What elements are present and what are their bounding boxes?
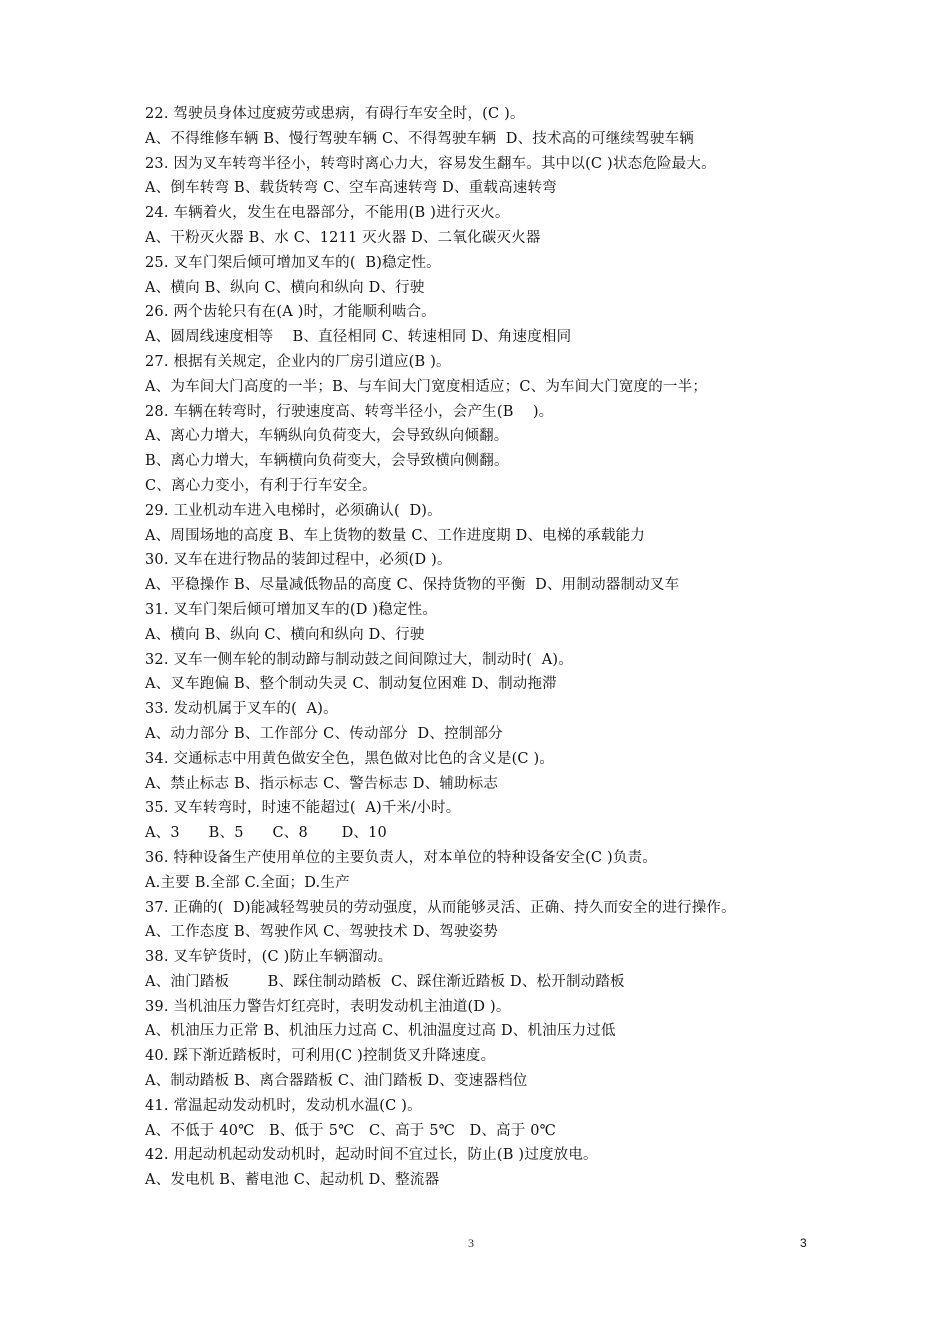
question-text: 23. 因为叉车转弯半径小，转弯时离心力大，容易发生翻车。其中以(C )状态危险最大。 <box>145 155 716 172</box>
question-text: 25. 叉车门架后倾可增加叉车的( B)稳定性。 <box>145 254 441 271</box>
question-text: 29. 工业机动车进入电梯时，必须确认( D)。 <box>145 502 442 519</box>
answer-options: A、离心力增大，车辆纵向负荷变大，会导致纵向倾翻。 <box>145 428 509 445</box>
answer-options: C、离心力变小，有利于行车安全。 <box>145 477 377 494</box>
question-text: 38. 叉车铲货时，(C )防止车辆溜动。 <box>145 949 393 966</box>
answer-options: A、发电机 B、蓄电池 C、起动机 D、整流器 <box>145 1172 440 1189</box>
question-text: 30. 叉车在进行物品的装卸过程中，必须(D )。 <box>145 552 452 569</box>
answer-options: B、离心力增大，车辆横向负荷变大，会导致横向侧翻。 <box>145 453 509 470</box>
question-text: 41. 常温起动发动机时，发动机水温(C )。 <box>145 1097 422 1114</box>
answer-options: A.主要 B.全部 C.全面；D.生产 <box>145 874 350 891</box>
answer-options: A、不得维修车辆 B、慢行驾驶车辆 C、不得驾驶车辆 D、技术高的可继续驾驶车辆 <box>145 130 694 147</box>
answer-options: A、禁止标志 B、指示标志 C、警告标志 D、辅助标志 <box>145 775 499 792</box>
answer-options: A、油门踏板 B、踩住制动踏板 C、踩住渐近踏板 D、松开制动踏板 <box>145 973 625 990</box>
answer-options: A、周围场地的高度 B、车上货物的数量 C、工作进度期 D、电梯的承载能力 <box>145 527 646 544</box>
answer-options: A、横向 B、纵向 C、横向和纵向 D、行驶 <box>145 626 425 643</box>
question-text: 28. 车辆在转弯时，行驶速度高、转弯半径小，会产生(B )。 <box>145 403 554 420</box>
question-text: 22. 驾驶员身体过度疲劳或患病，有碍行车安全时，(C )。 <box>145 106 525 122</box>
question-text: 31. 叉车门架后倾可增加叉车的(D )稳定性。 <box>145 601 438 618</box>
answer-options: A、叉车跑偏 B、整个制动失灵 C、制动复位困难 D、制动拖滞 <box>145 676 557 693</box>
answer-options: A、机油压力正常 B、机油压力过高 C、机油温度过高 D、机油压力过低 <box>145 1023 616 1040</box>
question-text: 33. 发动机属于叉车的( A)。 <box>145 701 338 718</box>
answer-options: A、为车间大门高度的一半；B、与车间大门宽度相适应；C、为车间大门宽度的一半； <box>145 378 708 395</box>
answer-options: A、平稳操作 B、尽量减低物品的高度 C、保持货物的平衡 D、用制动器制动叉车 <box>145 577 680 594</box>
question-text: 37. 正确的( D)能减轻驾驶员的劳动强度，从而能够灵活、正确、持久而安全的进行操作。 <box>145 899 736 916</box>
answer-options: A、圆周线速度相等 B、直径相同 C、转速相同 D、角速度相同 <box>145 329 572 346</box>
question-text: 36. 特种设备生产使用单位的主要负责人，对本单位的特种设备安全(C )负责。 <box>145 849 657 866</box>
answer-options: A、倒车转弯 B、载货转弯 C、空车高速转弯 D、重载高速转弯 <box>145 180 557 197</box>
answer-options: A、干粉灭火器 B、水 C、1211 灭火器 D、二氧化碳灭火器 <box>145 229 541 246</box>
question-text: 27. 根据有关规定，企业内的厂房引道应(B )。 <box>145 353 451 370</box>
question-text: 39. 当机油压力警告灯红亮时，表明发动机主油道(D )。 <box>145 998 511 1015</box>
answer-options: A、工作态度 B、驾驶作风 C、驾驶技术 D、驾驶姿势 <box>145 924 499 941</box>
question-text: 34. 交通标志中用黄色做安全色，黑色做对比色的含义是(C )。 <box>145 750 555 767</box>
question-text: 42. 用起动机起动发动机时，起动时间不宜过长，防止(B )过度放电。 <box>145 1147 598 1164</box>
question-list <box>145 102 915 1193</box>
answer-options: A、3 B、5 C、8 D、10 <box>145 825 387 842</box>
question-text: 32. 叉车一侧车轮的制动蹄与制动鼓之间间隙过大，制动时( A)。 <box>145 651 573 668</box>
answer-options: A、不低于 40℃ B、低于 5℃ C、高于 5℃ D、高于 0℃ <box>145 1122 557 1139</box>
answer-options: A、动力部分 B、工作部分 C、传动部分 D、控制部分 <box>145 725 503 742</box>
answer-options: A、制动踏板 B、离合器踏板 C、油门踏板 D、变速器档位 <box>145 1073 528 1090</box>
question-text: 35. 叉车转弯时，时速不能超过( A)千米/小时。 <box>145 800 461 817</box>
question-text: 24. 车辆着火，发生在电器部分，不能用(B )进行灭火。 <box>145 205 510 222</box>
question-text: 40. 踩下渐近踏板时，可利用(C )控制货叉升降速度。 <box>145 1048 496 1065</box>
answer-options: A、横向 B、纵向 C、横向和纵向 D、行驶 <box>145 279 425 296</box>
page-number-right: 3 <box>800 1236 807 1250</box>
page-number-center: 3 <box>468 1236 474 1250</box>
question-text: 26. 两个齿轮只有在(A )时，才能顺利啮合。 <box>145 304 436 321</box>
